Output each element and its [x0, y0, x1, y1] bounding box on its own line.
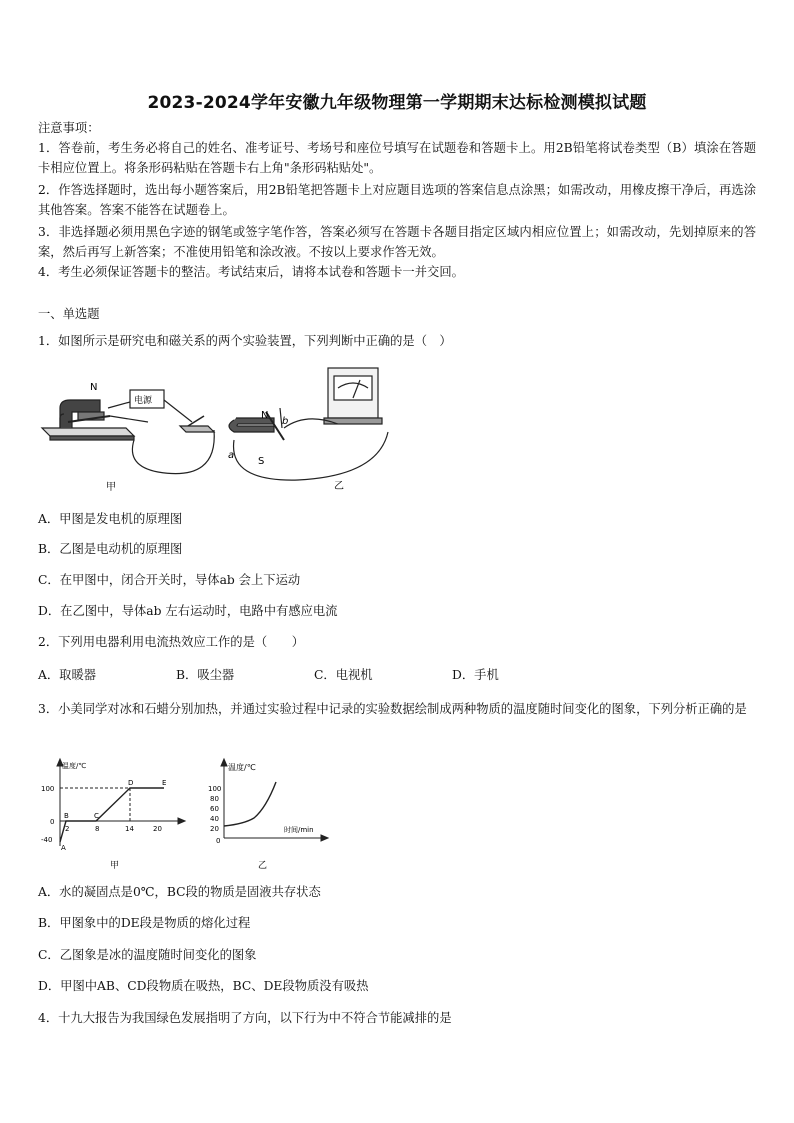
notice-item-2: 2．作答选择题时，选出每小题答案后，用2B铅笔把答题卡上对应题目选项的答案信息点涂黑；如需改动，用橡皮擦干净后，再选涂其他答案。答案不能答在试题卷上。	[38, 183, 756, 217]
q3-stem: 3．小美同学对冰和石蜡分别加热，并通过实验过程中记录的实验数据绘制成两种物质的温度随时间变化的图象，下列分析正确的是	[38, 702, 747, 716]
graph-yi-ylabel: 温度/℃	[228, 763, 256, 772]
graph-yi-ytick-0: 0	[216, 837, 221, 845]
exam-title: 2023-2024学年安徽九年级物理第一学期期末达标检测模拟试题	[147, 93, 647, 113]
magnet-s-label: S	[258, 456, 265, 467]
q1-figure	[38, 362, 398, 498]
graph-jia-xtick-2: 2	[65, 825, 70, 833]
figure-jia-caption: 甲	[106, 482, 116, 493]
graph-yi-ytick-100: 100	[208, 785, 222, 793]
graph-jia-point-e: E	[162, 779, 167, 787]
graph-jia-ytick-0: 0	[50, 818, 55, 826]
notice-heading: 注意事项：	[38, 121, 100, 135]
graph-jia-xtick-8: 8	[95, 825, 100, 833]
graph-yi-ytick-20: 20	[210, 825, 219, 833]
notice-item-3: 3．非选择题必须用黑色字迹的钢笔或签字笔作答，答案必须写在答题卡各题目指定区域内相应位置上；如需改动，先划掉原来的答案，然后再写上新答案；不准使用铅笔和涂改液。不按以上要求作答无效。	[38, 225, 756, 259]
q2-option-c: C．电视机	[314, 668, 373, 682]
magnet-n-label-yi: N	[261, 410, 269, 421]
conductor-b-label: b	[282, 416, 289, 427]
graph-jia-point-b: B	[64, 812, 69, 820]
graph-jia-ytick-neg40: -40	[41, 836, 53, 844]
notice-item-4: 4．考生必须保证答题卡的整洁。考试结束后，请将本试卷和答题卡一并交回。	[38, 265, 464, 279]
q1-stem: 1．如图所示是研究电和磁关系的两个实验装置，下列判断中正确的是（ ）	[38, 334, 452, 348]
q2-option-d: D．手机	[452, 668, 499, 682]
graph-jia-point-d: D	[128, 779, 134, 787]
graph-yi-caption: 乙	[258, 861, 268, 871]
graph-yi-ytick-60: 60	[210, 805, 219, 813]
graph-yi-ytick-80: 80	[210, 795, 219, 803]
q3-option-b: B．甲图象中的DE段是物质的熔化过程	[38, 916, 251, 930]
q1-option-c: C．在甲图中，闭合开关时，导体ab 会上下运动	[38, 573, 301, 587]
q3-option-c: C．乙图象是冰的温度随时间变化的图象	[38, 948, 257, 962]
graph-jia-ytick-100: 100	[41, 785, 55, 793]
q2-stem: 2．下列用电器利用电流热效应工作的是（ ）	[38, 635, 305, 649]
graph-jia-xtick-20: 20	[153, 825, 162, 833]
graph-jia-point-c: C	[94, 812, 99, 820]
magnet-n-label-jia: N	[90, 382, 98, 393]
q2-option-b: B．吸尘器	[176, 668, 235, 682]
graph-jia-ylabel: 温度/℃	[62, 762, 87, 770]
graph-jia-point-a: A	[61, 844, 66, 852]
graph-yi-xlabel: 时间/min	[284, 826, 314, 834]
q3-option-d: D．甲图中AB、CD段物质在吸热，BC、DE段物质没有吸热	[38, 979, 369, 993]
q4-stem: 4．十九大报告为我国绿色发展指明了方向，以下行为中不符合节能减排的是	[38, 1011, 452, 1025]
q2-option-a: A．取暖器	[38, 668, 97, 682]
q1-option-b: B．乙图是电动机的原理图	[38, 542, 183, 556]
q3-option-a: A．水的凝固点是0℃，BC段的物质是固液共存状态	[38, 885, 321, 899]
graph-yi-ytick-40: 40	[210, 815, 219, 823]
graph-jia-caption: 甲	[110, 861, 120, 871]
section-heading: 一、单选题	[38, 307, 100, 321]
q1-option-a: A．甲图是发电机的原理图	[38, 512, 183, 526]
q3-figure	[38, 756, 338, 874]
figure-jia-apparatus	[42, 390, 214, 474]
figure-yi-apparatus	[229, 368, 388, 480]
q1-option-d: D．在乙图中，导体ab 左右运动时，电路中有感应电流	[38, 604, 338, 618]
graph-jia	[57, 759, 185, 846]
figure-yi-caption: 乙	[334, 481, 344, 492]
notice-item-1: 1．答卷前，考生务必将自己的姓名、准考证号、考场号和座位号填写在试题卷和答题卡上。用2B铅笔将试卷类型（B）填涂在答题卡相应位置上。将条形码粘贴在答题卡右上角"条形码粘贴处"。	[38, 141, 756, 175]
graph-jia-xtick-14: 14	[125, 825, 134, 833]
conductor-a-label: a	[228, 450, 235, 461]
power-label: 电源	[134, 396, 153, 406]
